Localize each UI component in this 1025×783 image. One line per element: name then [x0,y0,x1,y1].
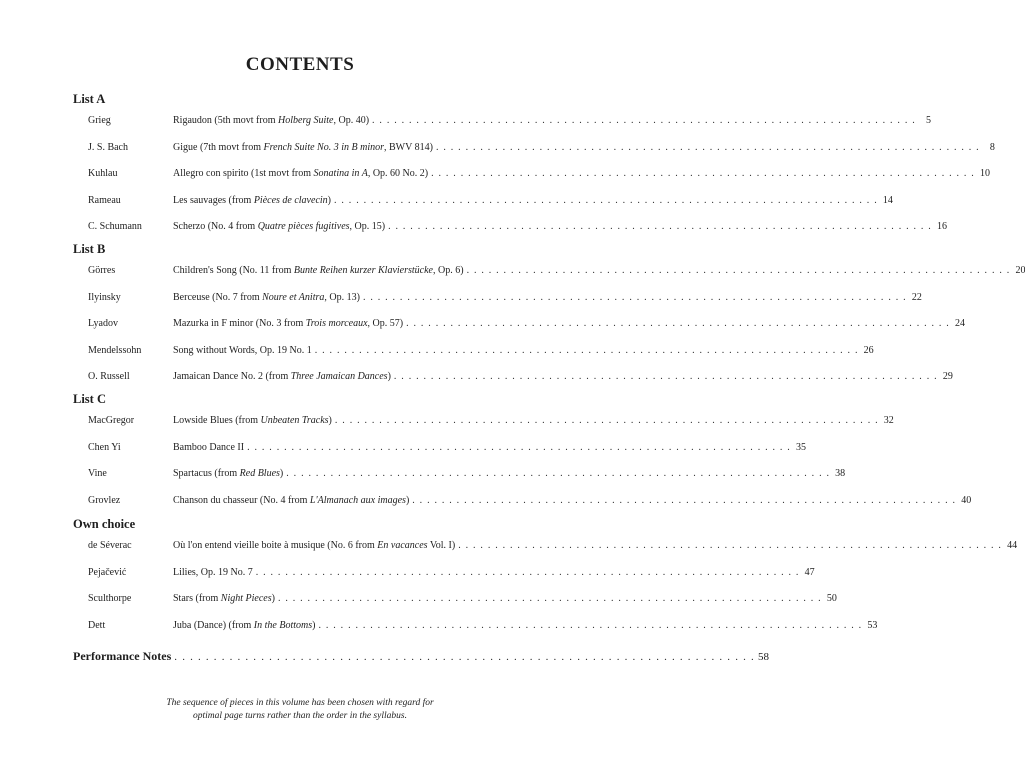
piece-title [173,565,253,581]
dot-leader: . . . . . . . . . . . . . . . . . . . . . . . . . . . . . . . . . . . . . . . . . . . . . . . . . . . . . . . . . . . . . . . . . . . . . . . . . . [458,540,1003,551]
page-number: 26 [863,344,874,356]
composer-name: Mendelssohn [88,344,142,356]
composer-name: Pejačević [88,566,127,578]
toc-entry[interactable] [0,565,815,581]
piece-title-line [173,466,846,482]
dot-leader: . . . . . . . . . . . . . . . . . . . . . . . . . . . . . . . . . . . . . . . . . . . . . . . . . . . . . . . . . . . . . . . . . . . . . . . . . . [372,115,916,126]
title-text: ) [312,619,316,631]
dot-leader: . . . . . . . . . . . . . . . . . . . . . . . . . . . . . . . . . . . . . . . . . . . . . . . . . . . . . . . . . . . . . . . . . . . . . . . . . . [255,566,800,578]
piece-title [173,466,283,482]
dot-leader: . . . . . . . . . . . . . . . . . . . . . . . . . . . . . . . . . . . . . . . . . . . . . . . . . . . . . . . . . . . . . . . . . . . . . . . . . . [247,441,791,453]
title-text: Berceuse (No. 7 from [173,291,263,303]
work-title-italic: L'Almanach aux images [309,494,406,506]
page-number: 10 [980,168,990,179]
section-heading: Own choice [73,517,136,531]
dot-leader: . . . . . . . . . . . . . . . . . . . . . . . . . . . . . . . . . . . . . . . . . . . . . . . . . . . . . . . . . . . . . . . . . . . . . . . . . . [318,619,863,631]
composer-name: O. Russell [88,371,130,382]
title-text: Stars (from [173,593,221,604]
toc-entry[interactable] [0,140,995,156]
page-number: 20 [1015,265,1025,276]
piece-title [173,538,455,554]
page-number: 14 [882,194,893,206]
piece-title-line [173,618,878,634]
work-title-italic: Sonatina in A [313,168,368,179]
title-text: Allegro con spirito (1st movt from [173,168,314,179]
title-text: Juba (Dance) (from [173,619,254,631]
dot-leader: . . . . . . . . . . . . . . . . . . . . . . . . . . . . . . . . . . . . . . . . . . . . . . . . . . . . . . . . . . . . . . . . . . . . . . . . . . [334,194,878,206]
toc-entry[interactable] [0,113,931,129]
title-text: Gigue (7th movt from [173,141,264,153]
title-text: Vol. I) [427,540,456,551]
footnote-line: optimal page turns rather than the order in the syllabus. [193,711,407,721]
title-text: Scherzo (No. 4 from [173,221,258,232]
piece-title [173,591,275,607]
composer-name: Görres [88,265,116,276]
title-text: Chanson du chasseur (No. 4 from [173,494,310,506]
piece-title-line [173,565,815,581]
piece-title-line [173,193,893,209]
dot-leader: . . . . . . . . . . . . . . . . . . . . . . . . . . . . . . . . . . . . . . . . . . . . . . . . . . . . . . . . . . . . . . . . . . . . . . . . . . [406,318,950,329]
piece-title-line [173,538,1018,554]
title-text: ) [279,468,284,479]
title-text: ) [405,494,410,506]
composer-name: de Séverac [88,540,132,551]
page-number: 22 [911,291,922,303]
title-text: Mazurka in F minor (No. 3 from [173,318,306,329]
page-number: 32 [883,415,894,426]
title-text: , Op. 15) [349,221,386,232]
toc-entry[interactable] [0,413,894,429]
page-number: 53 [867,619,878,631]
title-text: Spartacus (from [173,468,240,479]
page-number: 29 [942,371,953,382]
piece-title [173,166,428,182]
page-number: 5 [925,115,931,126]
title-text: Jamaican Dance No. 2 (from [173,371,291,382]
composer-name: Chen Yi [88,441,121,453]
work-title-italic: Quatre pièces fugitives [257,221,350,232]
section-heading: List B [73,242,106,256]
title-text: Children's Song (No. 11 from [173,265,294,276]
composer-name: Ilyinsky [88,291,121,303]
work-title-italic: Three Jamaican Dances [290,371,388,382]
page-number: 50 [826,593,837,604]
dot-leader: . . . . . . . . . . . . . . . . . . . . . . . . . . . . . . . . . . . . . . . . . . . . . . . . . . . . . . . . . . . . . . . . . . . . . . . . . . [334,415,879,426]
toc-entry[interactable] [0,219,947,235]
piece-title-line [173,591,837,607]
toc-entry[interactable] [0,493,972,509]
composer-name: Lyadov [88,318,118,329]
toc-entry[interactable] [0,440,806,456]
sequence-footnote [0,697,600,723]
piece-title-line [173,113,931,129]
composer-name: J. S. Bach [88,141,128,153]
work-title-italic: Pièces de clavecin [253,194,328,206]
piece-title [173,219,385,235]
page-number: 24 [955,318,965,329]
piece-title [173,113,369,129]
title-text: ) [327,194,331,206]
piece-title-line [173,493,972,509]
work-title-italic: Red Blues [239,468,280,479]
work-title-italic: Night Pieces [220,593,272,604]
work-title-italic: En vacances [377,540,428,551]
piece-title [173,193,331,209]
work-title-italic: Noure et Anitra [262,291,325,303]
piece-title [173,618,315,634]
toc-entry[interactable] [0,343,874,359]
toc-entry[interactable] [0,263,1025,279]
page-number: 44 [1007,540,1018,551]
page-number: 47 [804,566,815,578]
performance-notes-entry[interactable] [73,649,769,664]
page-number: 58 [757,651,769,663]
toc-entry[interactable] [0,369,953,385]
piece-title-line [173,219,947,235]
piece-title [173,316,403,332]
page-number: 16 [937,221,947,232]
piece-title-line [173,343,874,359]
composer-name: Kuhlau [88,168,118,179]
title-text: Bamboo Dance II [173,441,245,453]
toc-entry[interactable] [0,316,965,332]
title-text: Lowside Blues (from [173,415,261,426]
title-text: , Op. 60 No. 2) [367,168,429,179]
work-title-italic: Trois morceaux [305,318,368,329]
section-heading: List C [73,392,106,406]
toc-entry[interactable] [0,166,990,182]
section-heading: List A [73,92,106,106]
composer-name: C. Schumann [88,221,142,232]
title-text: Les sauvages (from [173,194,254,206]
title-text: Lilies, Op. 19 No. 7 [173,566,253,578]
toc-entry[interactable] [0,290,922,306]
work-title-italic: Holberg Suite [278,115,334,126]
title-text: , Op. 13) [324,291,360,303]
piece-title [173,263,464,279]
title-text: Où l'on entend vieille boite à musique (No. 6 from [173,540,378,551]
dot-leader: . . . . . . . . . . . . . . . . . . . . . . . . . . . . . . . . . . . . . . . . . . . . . . . . . . . . . . . . . . . . . . . . . . . . . . . . . . [388,221,932,232]
piece-title [173,343,312,359]
page-number: 8 [989,141,995,153]
piece-title-line [173,290,922,306]
piece-title-line [173,166,990,182]
dot-leader: . . . . . . . . . . . . . . . . . . . . . . . . . . . . . . . . . . . . . . . . . . . . . . . . . . . . . . . . . . . . . . . . . . . . . . . . . . [314,344,859,356]
dot-leader: . . . . . . . . . . . . . . . . . . . . . . . . . . . . . . . . . . . . . . . . . . . . . . . . . . . . . . . . . . . . . . . . . . . . . . . . . . [412,494,957,506]
dot-leader: . . . . . . . . . . . . . . . . . . . . . . . . . . . . . . . . . . . . . . . . . . . . . . . . . . . . . . . . . . . . . . . . . . . . . . . . . . [435,141,980,153]
composer-name: Vine [88,468,107,479]
work-title-italic: Unbeaten Tracks [260,415,329,426]
dot-leader: . . . . . . . . . . . . . . . . . . . . . . . . . . . . . . . . . . . . . . . . . . . . . . . . . . . . . . . . . . . . . . . . . . . . . . . . . . [362,291,907,303]
page-number: 38 [835,468,846,479]
work-title-italic: Bunte Reihen kurzer Klavierstücke [293,265,433,276]
title-text: , Op. 57) [367,318,404,329]
title-text: , Op. 6) [433,265,464,276]
title-text: Song without Words, Op. 19 No. 1 [173,344,312,356]
piece-title [173,413,332,429]
page-number: 35 [796,441,806,453]
title-text: , BWV 814) [384,141,433,153]
composer-name: Dett [88,619,106,631]
piece-title-line [173,413,894,429]
performance-notes-label: Performance Notes [73,649,172,663]
footnote-line: The sequence of pieces in this volume has been chosen with regard for [166,698,434,708]
toc-entry[interactable] [0,466,846,482]
toc-entry[interactable] [0,591,837,607]
dot-leader: . . . . . . . . . . . . . . . . . . . . . . . . . . . . . . . . . . . . . . . . . . . . . . . . . . . . . . . . . . . . . . . . . . . . . . . . . . [466,265,1011,276]
composer-name: Grieg [88,115,111,126]
title-text: ) [387,371,391,382]
composer-name: Grovlez [88,494,121,506]
piece-title-line [173,316,965,332]
piece-title [173,493,409,509]
piece-title-line [173,263,1025,279]
toc-entry[interactable] [0,618,878,634]
piece-title [173,290,360,306]
toc-entry[interactable] [0,193,893,209]
page-title: CONTENTS [245,54,355,75]
title-text: , Op. 40) [333,115,370,126]
piece-title-line [173,369,953,385]
dot-leader: . . . . . . . . . . . . . . . . . . . . . . . . . . . . . . . . . . . . . . . . . . . . . . . . . . . . . . . . . . . . . . . . . . . . . . . . . . [286,468,831,479]
dot-leader: . . . . . . . . . . . . . . . . . . . . . . . . . . . . . . . . . . . . . . . . . . . . . . . . . . . . . . . . . . . . . . . . . . . . . . . . . . [393,371,938,382]
title-text: ) [328,415,332,426]
toc-entry[interactable] [0,538,1018,554]
dot-leader: . . . . . . . . . . . . . . . . . . . . . . . . . . . . . . . . . . . . . . . . . . . . . . . . . . . . . . . . . . . . . . . . . . . . . . . . . . [174,651,755,663]
piece-title-line [173,440,806,456]
work-title-italic: In the Bottoms [253,619,313,631]
dot-leader: . . . . . . . . . . . . . . . . . . . . . . . . . . . . . . . . . . . . . . . . . . . . . . . . . . . . . . . . . . . . . . . . . . . . . . . . . . [431,168,975,179]
piece-title [173,140,433,156]
title-text: ) [271,593,275,604]
piece-title [173,369,391,385]
composer-name: Sculthorpe [88,593,132,604]
title-text: Rigaudon (5th movt from [173,115,278,126]
composer-name: MacGregor [88,415,135,426]
composer-name: Rameau [88,194,121,206]
piece-title [173,440,244,456]
dot-leader: . . . . . . . . . . . . . . . . . . . . . . . . . . . . . . . . . . . . . . . . . . . . . . . . . . . . . . . . . . . . . . . . . . . . . . . . . . [277,593,822,604]
page-number: 40 [961,494,972,506]
piece-title-line [173,140,995,156]
work-title-italic: French Suite No. 3 in B minor [263,141,384,153]
